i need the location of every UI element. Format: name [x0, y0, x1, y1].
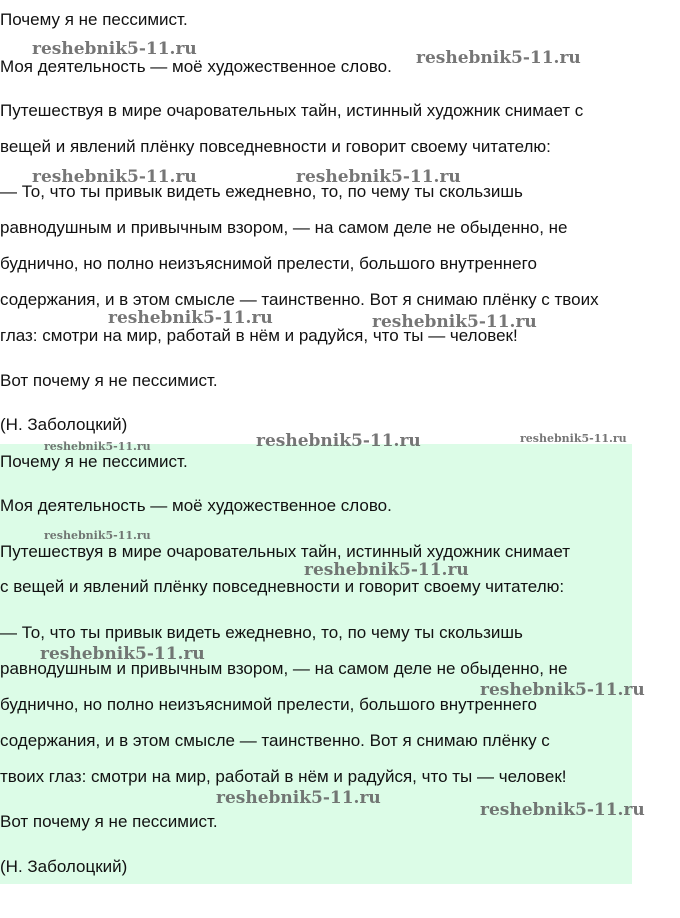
watermark: reshebnik5-11.ru — [520, 432, 627, 445]
original-line: — То, что ты привык видеть ежедневно, то, по чему ты скользишь — [0, 182, 523, 201]
watermark: reshebnik5-11.ru — [256, 431, 421, 451]
original-line: Вот почему я не пессимист. — [0, 371, 218, 390]
answer-line: буднично, но полно неизъяснимой прелести, большого внутреннего — [0, 695, 537, 714]
original-line: равнодушным и привычным взором, — на самом деле не обыденно, не — [0, 218, 568, 237]
original-line: вещей и явлений плёнку повседневности и говорит своему читателю: — [0, 137, 551, 156]
answer-line: равнодушным и привычным взором, — на самом деле не обыденно, не — [0, 659, 568, 678]
watermark: reshebnik5-11.ru — [44, 440, 151, 453]
answer-author: (Н. Заболоцкий) — [0, 857, 128, 876]
answer-line: Путешествуя в мире очаровательных тайн, истинный художник снимает — [0, 542, 571, 561]
answer-line-title: Почему я не пессимист. — [0, 452, 188, 471]
watermark: reshebnik5-11.ru — [32, 39, 197, 59]
original-line: глаз: смотри на мир, работай в нём и радуйся, что ты — человек! — [0, 326, 518, 345]
watermark: reshebnik5-11.ru — [372, 312, 537, 332]
watermark: reshebnik5-11.ru — [480, 680, 645, 700]
watermark: reshebnik5-11.ru — [32, 167, 197, 187]
watermark: reshebnik5-11.ru — [416, 48, 581, 68]
answer-line: — То, что ты привык видеть ежедневно, то, по чему ты скользишь — [0, 623, 523, 642]
answer-line: Вот почему я не пессимист. — [0, 812, 218, 831]
original-author: (Н. Заболоцкий) — [0, 415, 128, 434]
watermark: reshebnik5-11.ru — [44, 529, 151, 542]
original-line: Моя деятельность — моё художественное слово. — [0, 57, 392, 76]
watermark: reshebnik5-11.ru — [304, 560, 469, 580]
original-line: Путешествуя в мире очаровательных тайн, истинный художник снимает с — [0, 101, 584, 120]
answer-line: содержания, и в этом смысле — таинственно. Вот я снимаю плёнку с — [0, 731, 550, 750]
watermark: reshebnik5-11.ru — [216, 788, 381, 808]
answer-line: с вещей и явлений плёнку повседневности и говорит своему читателю: — [0, 577, 565, 596]
answer-line: твоих глаз: смотри на мир, работай в нём и радуйся, что ты — человек! — [0, 767, 567, 786]
watermark: reshebnik5-11.ru — [296, 167, 461, 187]
watermark: reshebnik5-11.ru — [108, 308, 273, 328]
watermark: reshebnik5-11.ru — [480, 800, 645, 820]
original-line-title: Почему я не пессимист. — [0, 10, 188, 29]
original-line: буднично, но полно неизъяснимой прелести, большого внутреннего — [0, 254, 537, 273]
original-line: содержания, и в этом смысле — таинственно. Вот я снимаю плёнку с твоих — [0, 290, 599, 309]
watermark: reshebnik5-11.ru — [40, 644, 205, 664]
answer-line: Моя деятельность — моё художественное слово. — [0, 496, 392, 515]
